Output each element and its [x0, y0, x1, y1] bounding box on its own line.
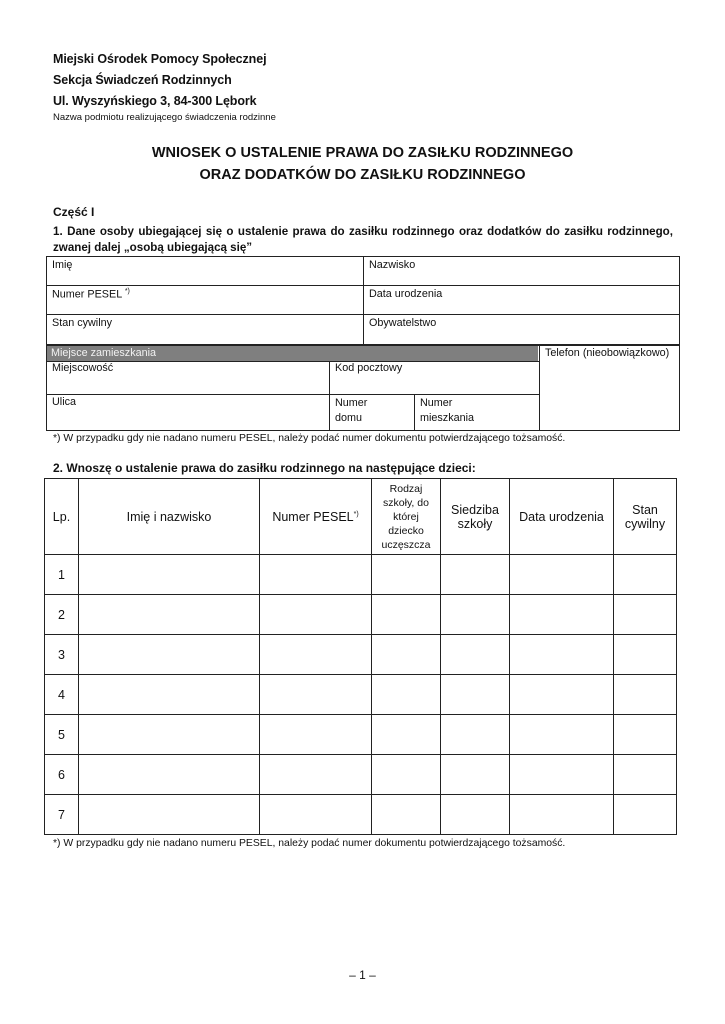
row-number: 6: [45, 755, 79, 795]
rodzaj-line4: dziecko: [388, 524, 424, 537]
field-miejscowosc[interactable]: Miejscowość: [52, 362, 114, 374]
cell-pesel[interactable]: [260, 795, 372, 835]
siedziba-line1: Siedziba: [451, 502, 499, 517]
column-divider: [363, 256, 364, 345]
field-obywatelstwo[interactable]: Obywatelstwo: [369, 317, 437, 329]
column-divider: [414, 394, 415, 431]
section1-heading: [53, 224, 673, 256]
footnote-pesel-1: *) W przypadku gdy nie nadano numeru PESEL, należy podać numer dokumentu potwierdzającego tożsamość.: [53, 433, 566, 444]
numer-domu-line1: Numer: [335, 397, 368, 409]
cell-data[interactable]: [510, 675, 614, 715]
cell-rodzaj[interactable]: [372, 755, 441, 795]
field-numer-mieszkania[interactable]: [420, 396, 474, 426]
cell-siedziba[interactable]: [441, 715, 510, 755]
cell-stan[interactable]: [614, 795, 677, 835]
cell-rodzaj[interactable]: [372, 635, 441, 675]
table-row: [45, 555, 677, 595]
rodzaj-line3: której: [393, 510, 419, 523]
field-pesel[interactable]: [52, 288, 130, 301]
numer-mieszkania-line2: mieszkania: [420, 412, 475, 424]
miejsce-zamieszkania-band: Miejsce zamieszkania: [47, 346, 538, 361]
section1-heading-line1: 1. Dane osoby ubiegającej się o ustalenie prawa do zasiłku rodzinnego oraz dodatków do zasiłku rodzinnego,: [53, 225, 673, 238]
document-title-line2: ORAZ DODATKÓW DO ZASIŁKU RODZINNEGO: [199, 167, 526, 183]
cell-stan[interactable]: [614, 555, 677, 595]
footnote-pesel-2: *) W przypadku gdy nie nadano numeru PESEL, należy podać numer dokumentu potwierdzającego tożsamość.: [53, 838, 566, 849]
cell-pesel[interactable]: [260, 755, 372, 795]
col-pesel: [260, 479, 372, 555]
siedziba-line2: szkoły: [457, 516, 493, 531]
row-number: 4: [45, 675, 79, 715]
cell-data[interactable]: [510, 635, 614, 675]
institution-address: Ul. Wyszyńskiego 3, 84-300 Lębork: [53, 94, 257, 108]
rodzaj-line5: uczęszcza: [381, 538, 431, 551]
cell-data[interactable]: [510, 755, 614, 795]
cell-siedziba[interactable]: [441, 755, 510, 795]
numer-mieszkania-line1: Numer: [420, 397, 453, 409]
document-title-line1: WNIOSEK O USTALENIE PRAWA DO ZASIŁKU RODZINNEGO: [151, 145, 574, 161]
cell-pesel[interactable]: [260, 555, 372, 595]
stan-line2: cywilny: [624, 516, 666, 531]
table-row: [45, 755, 677, 795]
pesel-footnote-mark: *): [124, 288, 130, 295]
children-table: [44, 478, 677, 835]
cell-pesel[interactable]: [260, 595, 372, 635]
field-telefon[interactable]: Telefon (nieobowiązkowo): [545, 347, 670, 359]
stan-line1: Stan: [632, 502, 658, 517]
cell-data[interactable]: [510, 795, 614, 835]
institution-section: Sekcja Świadczeń Rodzinnych: [53, 73, 232, 87]
col-pesel-mark: *): [353, 510, 359, 518]
cell-pesel[interactable]: [260, 635, 372, 675]
field-nazwisko[interactable]: Nazwisko: [369, 259, 416, 271]
cell-data[interactable]: [510, 715, 614, 755]
column-divider: [329, 361, 330, 431]
cell-rodzaj[interactable]: [372, 595, 441, 635]
cell-imie[interactable]: [79, 715, 260, 755]
cell-pesel[interactable]: [260, 675, 372, 715]
cell-rodzaj[interactable]: [372, 675, 441, 715]
institution-note: Nazwa podmiotu realizującego świadczenia rodzinne: [53, 112, 276, 123]
row-divider: [46, 361, 539, 362]
cell-data[interactable]: [510, 555, 614, 595]
table-row: [45, 595, 677, 635]
cell-imie[interactable]: [79, 635, 260, 675]
col-lp: Lp.: [45, 479, 79, 555]
section1-heading-line2: zwanej dalej „osobą ubiegającą się”: [53, 241, 253, 254]
cell-siedziba[interactable]: [441, 795, 510, 835]
cell-stan[interactable]: [614, 675, 677, 715]
institution-name: Miejski Ośrodek Pomocy Społecznej: [53, 52, 267, 66]
section2-heading: 2. Wnoszę o ustalenie prawa do zasiłku rodzinnego na następujące dzieci:: [53, 461, 476, 475]
cell-siedziba[interactable]: [441, 555, 510, 595]
cell-imie[interactable]: [79, 595, 260, 635]
field-pesel-label: Numer PESEL: [52, 288, 122, 301]
cell-pesel[interactable]: [260, 715, 372, 755]
field-imie[interactable]: Imię: [52, 259, 73, 271]
children-table-header: [45, 479, 677, 555]
table-row: [45, 675, 677, 715]
cell-data[interactable]: [510, 595, 614, 635]
cell-stan[interactable]: [614, 715, 677, 755]
cell-imie[interactable]: [79, 755, 260, 795]
cell-siedziba[interactable]: [441, 675, 510, 715]
cell-imie[interactable]: [79, 555, 260, 595]
col-siedziba: [441, 479, 510, 555]
field-stan-cywilny[interactable]: Stan cywilny: [52, 317, 113, 329]
cell-rodzaj[interactable]: [372, 555, 441, 595]
rodzaj-line1: Rodzaj: [389, 482, 423, 495]
cell-rodzaj[interactable]: [372, 795, 441, 835]
col-rodzaj-szkoly: [372, 479, 441, 555]
numer-domu-line2: domu: [335, 412, 363, 424]
row-number: 1: [45, 555, 79, 595]
field-data-urodzenia[interactable]: Data urodzenia: [369, 288, 443, 300]
cell-imie[interactable]: [79, 675, 260, 715]
row-number: 5: [45, 715, 79, 755]
table-row: [45, 795, 677, 835]
cell-stan[interactable]: [614, 595, 677, 635]
page-number: – 1 –: [349, 968, 376, 982]
table-row: [45, 635, 677, 675]
row-divider: [46, 394, 539, 395]
row-number: 3: [45, 635, 79, 675]
cell-rodzaj[interactable]: [372, 715, 441, 755]
table-row: [45, 715, 677, 755]
cell-stan[interactable]: [614, 635, 677, 675]
row-number: 2: [45, 595, 79, 635]
col-data-urodzenia: Data urodzenia: [510, 479, 614, 555]
cell-siedziba[interactable]: [441, 635, 510, 675]
cell-siedziba[interactable]: [441, 595, 510, 635]
cell-imie[interactable]: [79, 795, 260, 835]
cell-stan[interactable]: [614, 755, 677, 795]
col-stan-cywilny: [614, 479, 677, 555]
rodzaj-line2: szkoły, do: [383, 496, 429, 509]
col-imie-nazwisko: Imię i nazwisko: [79, 479, 260, 555]
col-pesel-label: Numer PESEL: [272, 509, 354, 524]
column-divider: [539, 345, 540, 431]
part-label: Część I: [53, 205, 95, 219]
field-ulica[interactable]: Ulica: [52, 396, 76, 408]
field-kod-pocztowy[interactable]: Kod pocztowy: [335, 362, 403, 374]
row-number: 7: [45, 795, 79, 835]
field-numer-domu[interactable]: [335, 396, 367, 426]
